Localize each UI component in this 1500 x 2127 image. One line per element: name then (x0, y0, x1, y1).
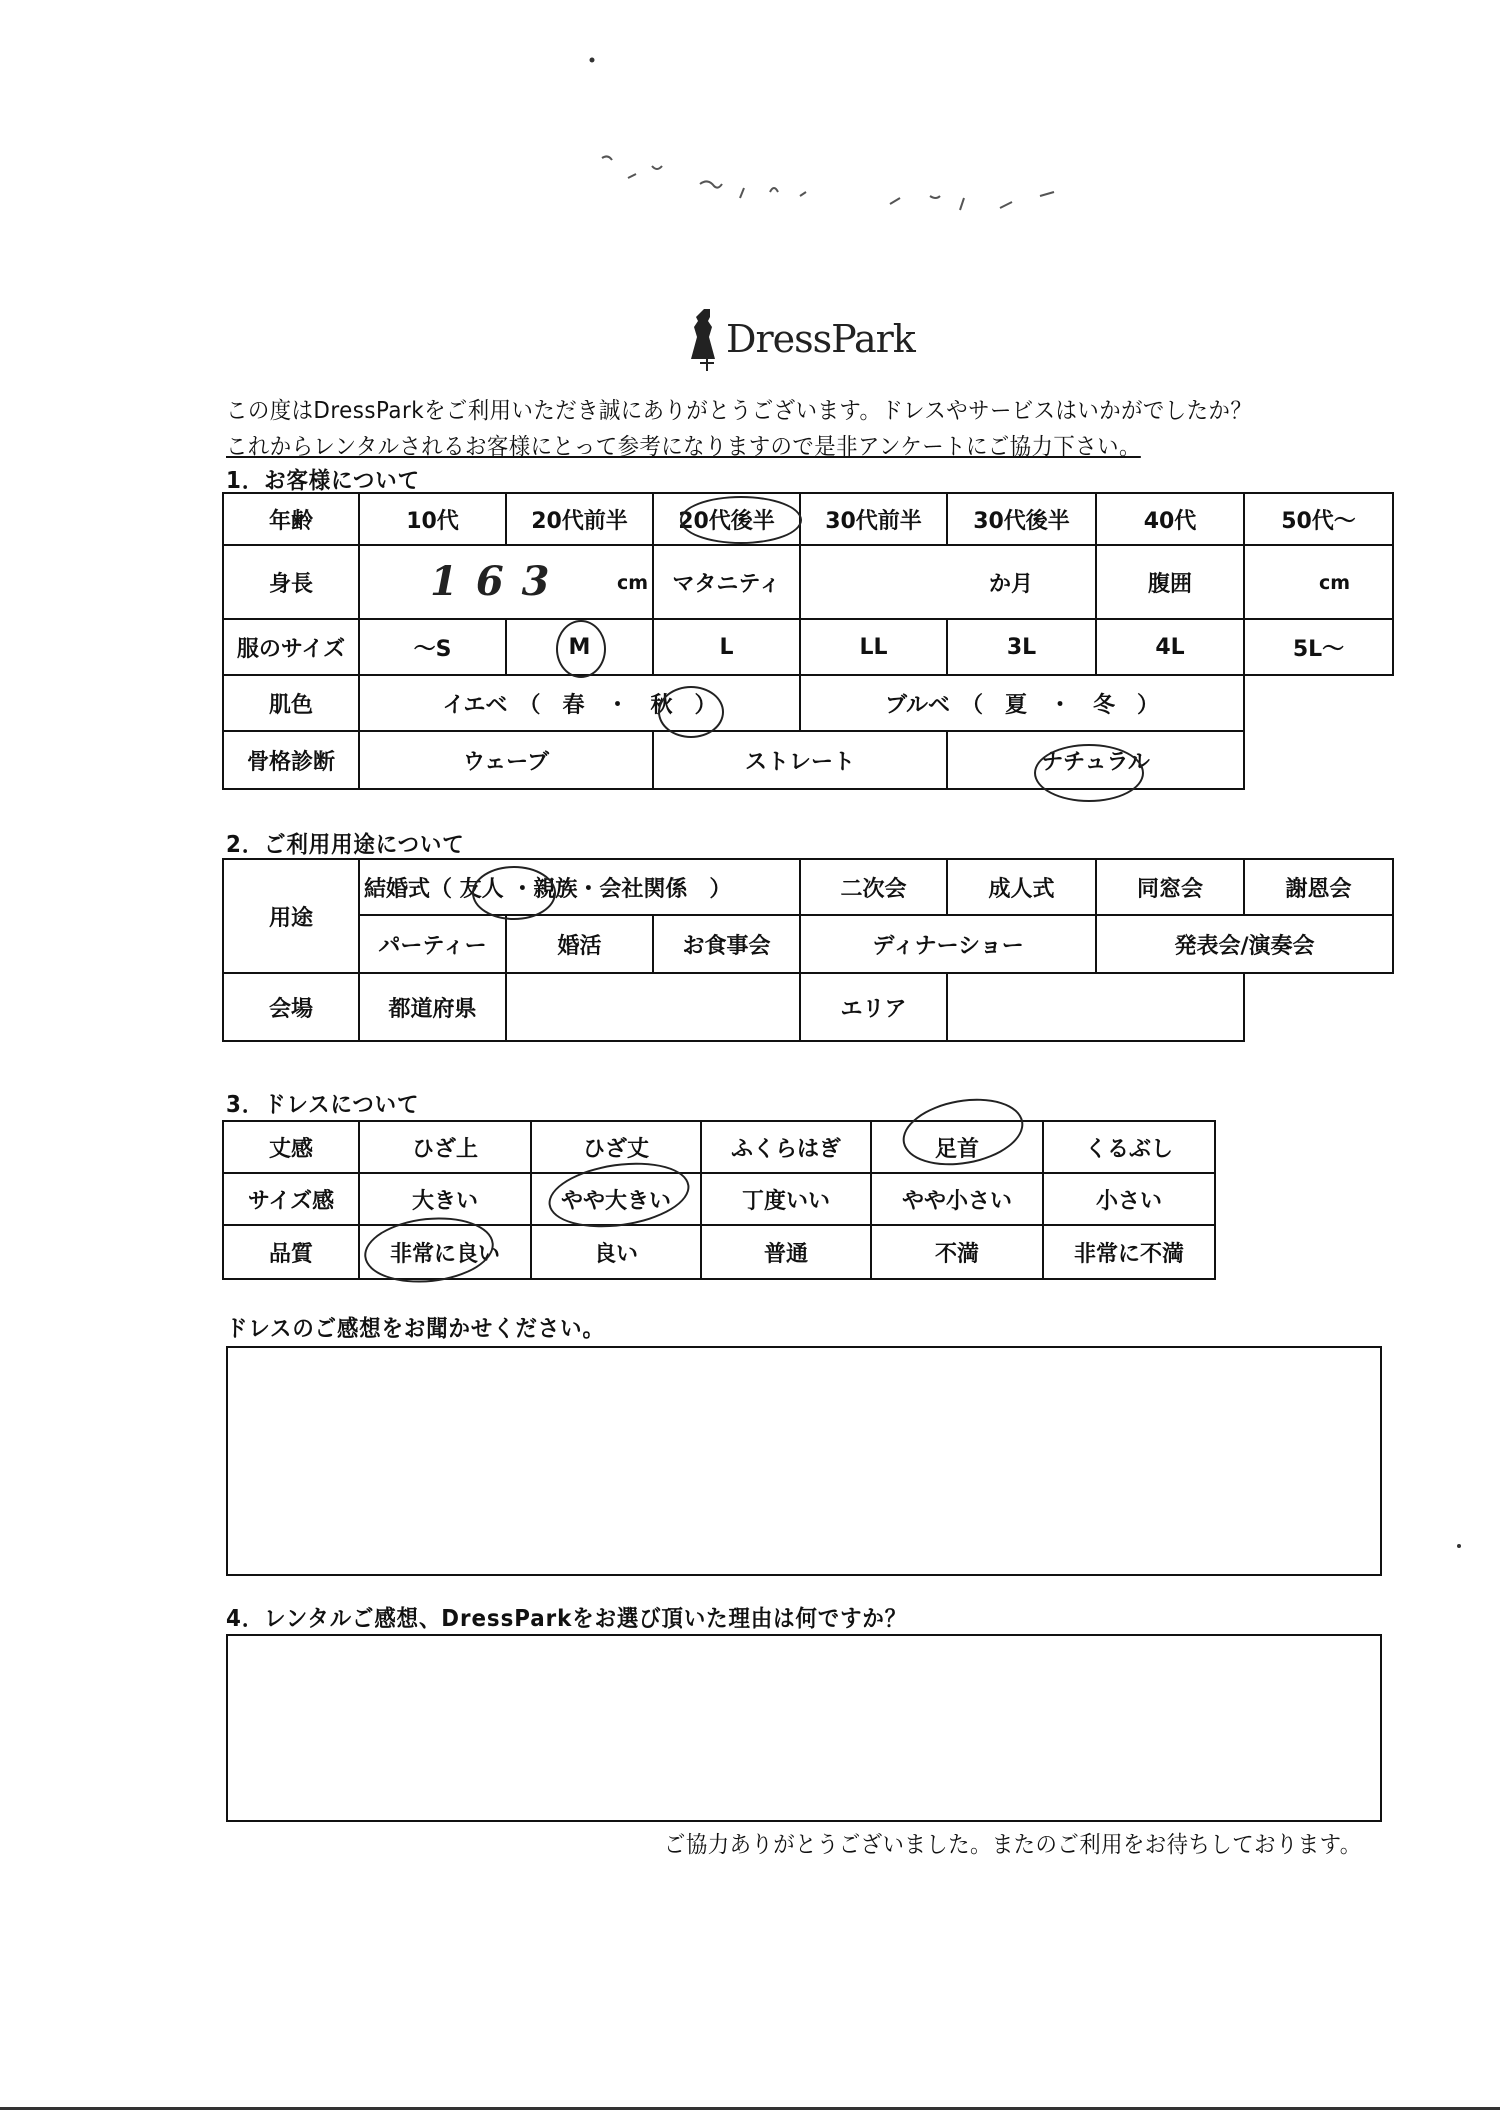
size-option[interactable]: ～S (359, 619, 506, 675)
selection-circle (658, 686, 724, 738)
age-option[interactable]: 10代 (359, 493, 506, 545)
scan-dot (1457, 1544, 1461, 1548)
purpose-option[interactable]: 同窓会 (1096, 859, 1244, 915)
purpose-option[interactable]: ディナーショー (800, 915, 1096, 973)
venue-label: 会場 (223, 973, 359, 1041)
quality-option[interactable]: 非常に不満 (1043, 1225, 1215, 1279)
size-option[interactable]: L (653, 619, 800, 675)
age-option[interactable]: 50代～ (1244, 493, 1393, 545)
section-3-title: 3．ドレスについて (226, 1092, 420, 1118)
age-label: 年齢 (223, 493, 359, 545)
selection-circle (1034, 744, 1144, 802)
prefecture-label: 都道府県 (359, 973, 506, 1041)
area-label: エリア (800, 973, 947, 1041)
purpose-option[interactable]: 謝恩会 (1244, 859, 1393, 915)
purpose-option[interactable]: 成人式 (947, 859, 1096, 915)
quality-option[interactable]: 普通 (701, 1225, 871, 1279)
age-option-selected[interactable]: 20代後半 (653, 493, 800, 545)
frame-label: 骨格診断 (223, 731, 359, 789)
length-option[interactable]: くるぶし (1043, 1121, 1215, 1173)
age-option[interactable]: 20代前半 (506, 493, 653, 545)
height-field[interactable] (359, 545, 653, 619)
size-option[interactable]: 4L (1096, 619, 1244, 675)
purpose-option[interactable]: お食事会 (653, 915, 800, 973)
size-option[interactable]: 5L～ (1244, 619, 1393, 675)
section-1-title: 1．お客様について (226, 468, 420, 494)
length-label: 丈感 (223, 1121, 359, 1173)
purpose-option[interactable]: 二次会 (800, 859, 947, 915)
bottom-rule (0, 2107, 1500, 2110)
waist-field[interactable] (1244, 545, 1393, 619)
fit-label: サイズ感 (223, 1173, 359, 1225)
skin-blue-option[interactable]: ブルベ （ 夏 ・ 冬 ） (800, 675, 1244, 731)
quality-option-selected[interactable]: 非常に良い (359, 1225, 531, 1279)
section-4-title: 4．レンタルご感想、DressParkをお選び頂いた理由は何ですか？ (226, 1606, 908, 1632)
quality-option[interactable]: 良い (531, 1225, 701, 1279)
dress-silhouette-icon (690, 305, 724, 375)
dress-comment-box[interactable] (226, 1346, 1382, 1576)
quality-label: 品質 (223, 1225, 359, 1279)
height-label: 身長 (223, 545, 359, 619)
intro-line-2: これからレンタルされるお客様にとって参考になりますので是非アンケートにご協力下さい。 (226, 434, 1141, 460)
section-2-title: 2．ご利用用途について (226, 832, 465, 858)
fit-option[interactable]: 小さい (1043, 1173, 1215, 1225)
customer-table (222, 492, 1394, 790)
skin-label: 肌色 (223, 675, 359, 731)
size-option-selected[interactable]: M (506, 619, 653, 675)
fit-option-selected[interactable]: やや大きい (531, 1173, 701, 1225)
waist-unit: cm (1318, 571, 1350, 594)
skin-yellow-option[interactable]: イエベ （ 春 ・ 秋 ） (359, 675, 800, 731)
frame-option[interactable]: ウェーブ (359, 731, 653, 789)
size-option[interactable]: LL (800, 619, 947, 675)
length-option[interactable]: ふくらはぎ (701, 1121, 871, 1173)
purpose-option[interactable]: パーティー (359, 915, 506, 973)
frame-option[interactable]: ストレート (653, 731, 947, 789)
waist-label: 腹囲 (1096, 545, 1244, 619)
size-label: 服のサイズ (223, 619, 359, 675)
maternity-months-field[interactable] (800, 545, 1096, 619)
size-option[interactable]: 3L (947, 619, 1096, 675)
maternity-label: マタニティ (653, 545, 800, 619)
age-option[interactable]: 30代後半 (947, 493, 1096, 545)
frame-option-selected[interactable]: ナチュラル (947, 731, 1244, 789)
fit-option[interactable]: 大きい (359, 1173, 531, 1225)
quality-option[interactable]: 不満 (871, 1225, 1043, 1279)
purpose-option[interactable]: 発表会/演奏会 (1096, 915, 1393, 973)
height-unit: cm (616, 571, 648, 594)
area-field[interactable] (947, 973, 1244, 1041)
selection-circle (680, 496, 802, 544)
fit-option[interactable]: 丁度いい (701, 1173, 871, 1225)
length-option[interactable]: ひざ丈 (531, 1121, 701, 1173)
months-unit: か月 (988, 571, 1033, 597)
age-option[interactable]: 30代前半 (800, 493, 947, 545)
dress-comment-prompt: ドレスのご感想をお聞かせください。 (226, 1316, 605, 1342)
purpose-table (222, 858, 1394, 1042)
purpose-wedding[interactable]: 結婚式（ 友人 ・親族・会社関係 ） (359, 859, 800, 915)
intro-line-1: この度はDressParkをご利用いただき誠にありがとうございます。ドレスやサービスはいかがでしたか？ (226, 398, 1253, 424)
length-option[interactable]: ひざ上 (359, 1121, 531, 1173)
logo-text: DressPark (726, 317, 915, 361)
length-option-selected[interactable]: 足首 (871, 1121, 1043, 1173)
purpose-label: 用途 (223, 859, 359, 973)
age-option[interactable]: 40代 (1096, 493, 1244, 545)
fit-option[interactable]: やや小さい (871, 1173, 1043, 1225)
rental-comment-box[interactable] (226, 1634, 1382, 1822)
height-value: 163 (430, 558, 568, 605)
prefecture-field[interactable] (506, 973, 800, 1041)
selection-circle (472, 866, 556, 920)
thanks-message: ご協力ありがとうございました。またのご利用をお待ちしております。 (664, 1832, 1362, 1858)
purpose-option[interactable]: 婚活 (506, 915, 653, 973)
selection-circle (556, 620, 606, 678)
dresspark-logo (690, 305, 920, 375)
